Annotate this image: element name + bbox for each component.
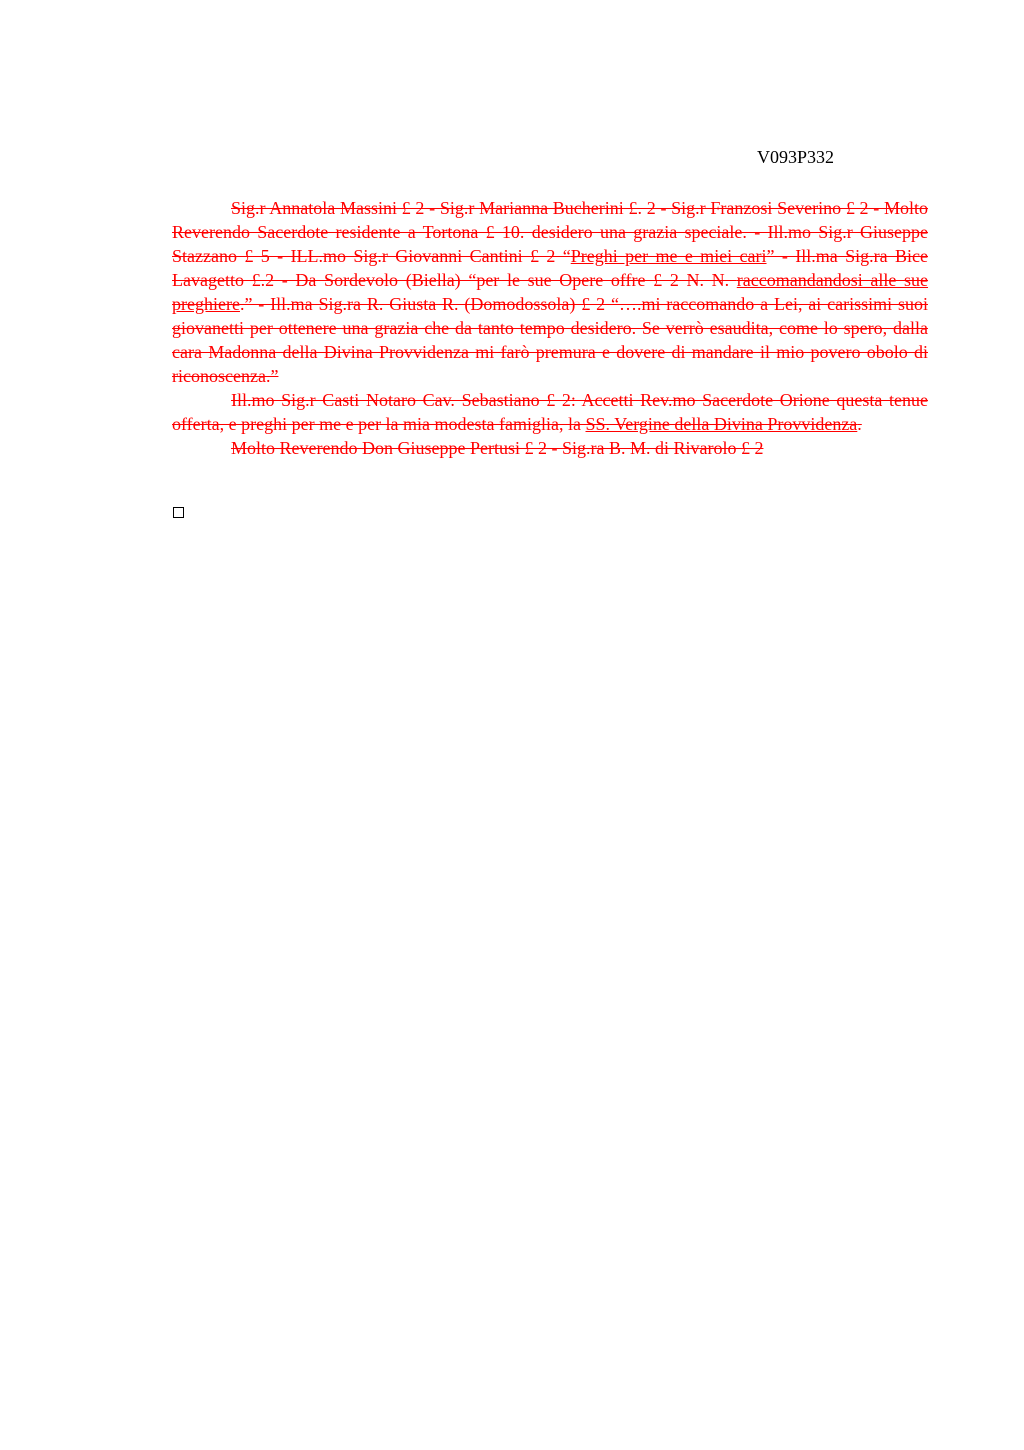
- paragraph-donations-1: [172, 196, 928, 388]
- underlined-deleted-text: raccomandandosi alle sue preghiere: [172, 270, 929, 314]
- page-identifier: V093P332: [757, 147, 835, 167]
- deleted-text: .” - Ill.ma Sig.ra R. Giusta R. (Domodossola) £ 2 “….mi raccomando a Lei, ai carissimi suoi giovanetti per ottenere una grazia che da tanto tempo desidero. Se verrò esaudita, come lo spero, dalla cara Madonna della Divina Provvidenza mi farò premura e dovere di mandare il mio povero obolo di riconoscenza.”: [172, 294, 928, 386]
- paragraph-donations-3: [172, 436, 928, 460]
- deleted-text: Ill.mo Sig.r Casti Notaro Cav. Sebastiano £ 2: Accetti Rev.mo Sacerdote Orione questa tenue offerta, e preghi per me e per la mia modesta famiglia, la: [172, 390, 928, 434]
- paragraph-donations-2: [172, 388, 928, 436]
- deleted-text: .: [857, 414, 862, 434]
- underlined-deleted-text: Preghi per me e miei cari: [570, 246, 767, 266]
- deleted-text: ” - Ill.ma Sig.ra Bice Lavagetto £.2 - Da Sordevolo (Biella) “per le sue Opere offre £ 2 N. N.: [172, 246, 928, 290]
- deleted-text: Sig.r Annatola Massini £ 2 - Sig.r Marianna Bucherini £. 2 - Sig.r Franzosi Severino £ 2 - Molto Reverendo Sacerdote residente a Tortona £ 10. desidero una grazia speciale. - Ill.mo Sig.r Giuseppe Stazzano £ 5 - ILL.mo Sig.r Giovanni Cantini £ 2 “: [172, 198, 928, 266]
- empty-square-icon: [173, 507, 184, 518]
- document-body: [172, 196, 928, 460]
- underlined-deleted-text: SS. Vergine della Divina Provvidenza: [585, 414, 858, 434]
- deleted-text: Molto Reverendo Don Giuseppe Pertusi £ 2 - Sig.ra B. M. di Rivarolo £ 2: [231, 438, 764, 458]
